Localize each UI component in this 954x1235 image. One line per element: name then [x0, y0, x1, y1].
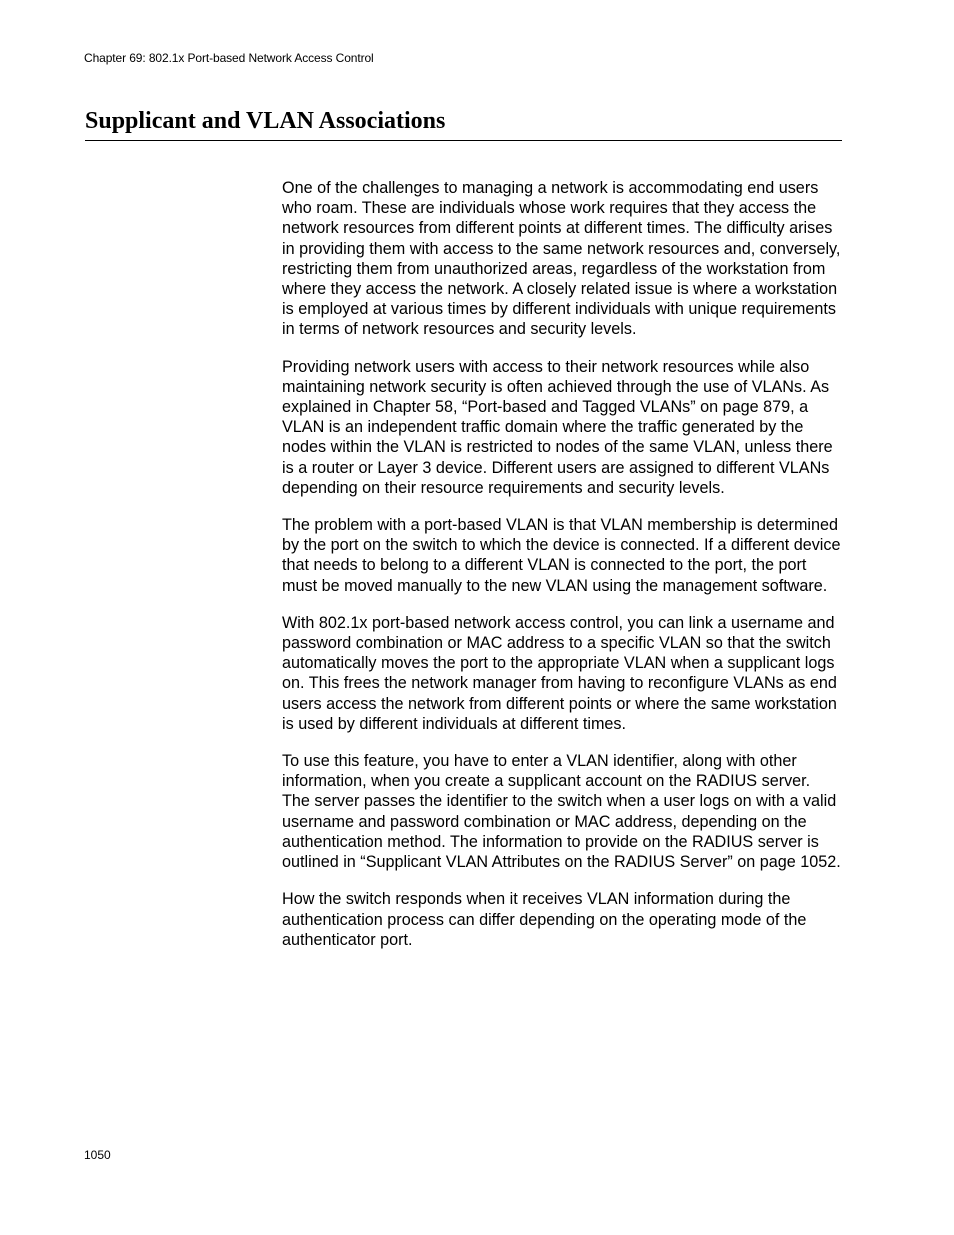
paragraph-vlans-overview: Providing network users with access to their network resources while also maintaining network security is often achieved through the use of VLANs. As explained in Chapter 58, “Port-based and Tagged VLANs” on page 879, a VLAN is an independent traffic domain where the traffic generated by the nodes within the VLAN is restricted to nodes of the same VLAN, unless there is a router or Layer 3 device. Different users are assigned to different VLANs depending on their resource requirements and security levels.: [282, 357, 833, 497]
body-text: [282, 178, 842, 967]
section-title: Supplicant and VLAN Associations: [85, 108, 446, 134]
paragraph-radius-setup: To use this feature, you have to enter a VLAN identifier, along with other information, when you create a supplicant account on the RADIUS server. The server passes the identifier to the switch when a user logs on with a valid username and password combination or MAC address, depending on the authentication method. The information to provide on the RADIUS server is outlined in “Supplicant VLAN Attributes on the RADIUS Server” on page 1052.: [282, 752, 841, 872]
paragraph-port-based-problem: The problem with a port-based VLAN is that VLAN membership is determined by the port on the switch to which the device is connected. If a different device that needs to belong to a different VLAN is connected to the port, the port must be moved manually to the new VLAN using the management software.: [282, 516, 841, 595]
paragraph-roaming-users: One of the challenges to managing a network is accommodating end users who roam. These are individuals whose work requires that they access the network resources from different points at different times. The difficulty arises in providing them with access to the same network resources and, conversely, restricting them from unauthorized areas, regardless of the workstation from where they access the network. A closely related issue is where a workstation is employed at various times by different individuals with unique requirements in terms of network resources and security levels.: [282, 179, 841, 339]
paragraph-switch-response: How the switch responds when it receives VLAN information during the authentication process can differ depending on the operating mode of the authenticator port.: [282, 890, 807, 949]
title-rule: [85, 140, 842, 141]
page-number: 1050: [84, 1148, 111, 1162]
paragraph-8021x-linking: With 802.1x port-based network access control, you can link a username and password combination or MAC address to a specific VLAN so that the switch automatically moves the port to the appropriate VLAN when a supplicant logs on. This frees the network manager from having to reconfigure VLANs as end users access the network from different points or where the same workstation is used by different individuals at different times.: [282, 613, 837, 733]
running-header: Chapter 69: 802.1x Port-based Network Access Control: [84, 51, 374, 65]
